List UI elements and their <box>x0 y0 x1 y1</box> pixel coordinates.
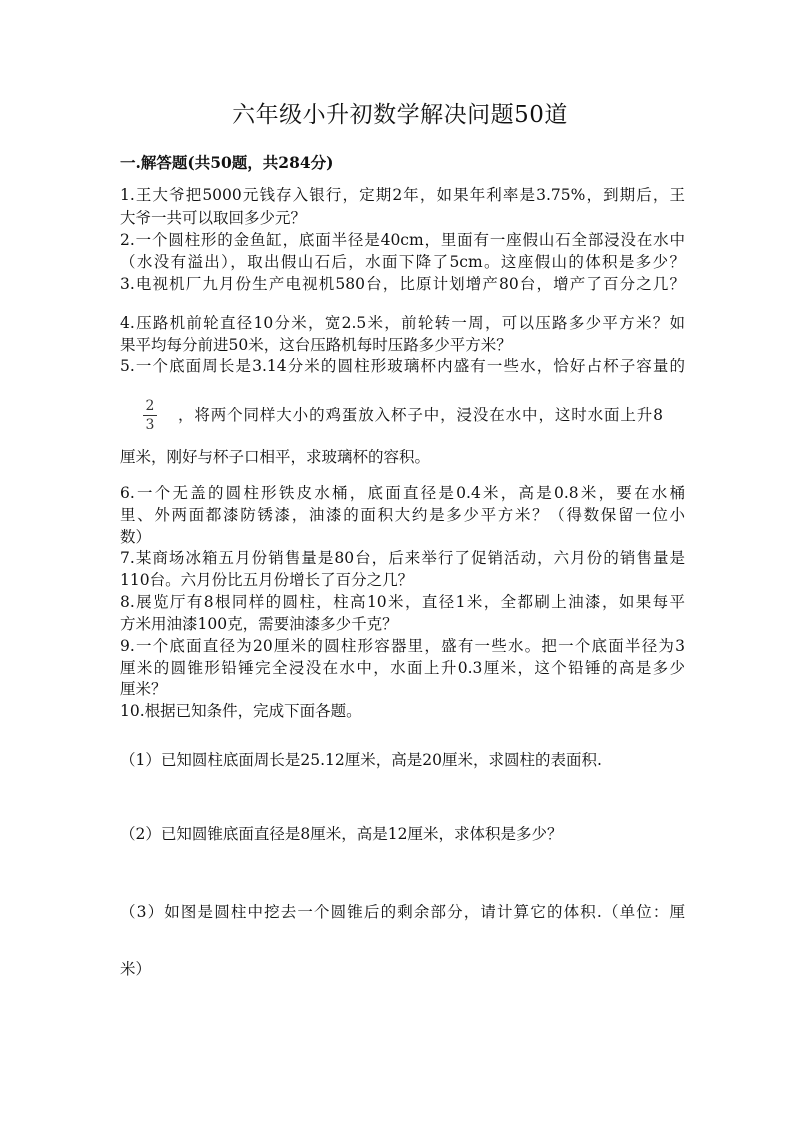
page-title: 六年级小升初数学解决问题50道 <box>232 102 568 128</box>
fraction-numerator: 2 <box>145 398 155 414</box>
fraction-denominator: 3 <box>145 417 155 433</box>
question-6-line-3: 数） <box>120 528 152 546</box>
fraction-two-thirds <box>143 398 157 433</box>
question-4-line-1: 4.压路机前轮直径10分米，宽2.5米，前轮转一周，可以压路多少平方米？如 <box>120 314 685 332</box>
question-3-line-1: 3.电视机厂九月份生产电视机580台，比原计划增产80台，增产了百分之几？ <box>120 275 685 293</box>
section-heading: 一.解答题(共50题，共284分) <box>120 153 334 172</box>
question-10-part-3-line-1: （3）如图是圆柱中挖去一个圆锥后的剩余部分，请计算它的体积.（单位：厘 <box>120 903 685 921</box>
question-10-part-2: （2）已知圆锥底面直径是8厘米，高是12厘米，求体积是多少？ <box>120 825 563 843</box>
question-10-part-1: （1）已知圆柱底面周长是25.12厘米，高是20厘米，求圆柱的表面积. <box>120 751 602 769</box>
question-1-line-2: 大爷一共可以取回多少元？ <box>120 209 307 227</box>
question-9-line-1: 9.一个底面直径为20厘米的圆柱形容器里，盛有一些水。把一个底面半径为3 <box>120 637 685 655</box>
question-10-line-1: 10.根据已知条件，完成下面各题。 <box>120 702 362 720</box>
question-5-line-3: 厘米，刚好与杯子口相平，求玻璃杯的容积。 <box>120 448 431 466</box>
question-4-line-2: 果平均每分前进50米，这台压路机每时压路多少平方米？ <box>120 336 512 354</box>
fraction-bar <box>143 415 157 416</box>
question-9-line-3: 厘米？ <box>120 680 167 698</box>
question-8-line-2: 方米用油漆100克，需要油漆多少千克？ <box>120 615 398 633</box>
question-10-part-3-line-2: 米） <box>120 960 152 978</box>
question-7-line-2: 110台。六月份比五月份增长了百分之几？ <box>120 571 414 589</box>
question-7-line-1: 7.某商场冰箱五月份销售量是80台，后来举行了促销活动，六月份的销售量是 <box>120 549 685 567</box>
question-6-line-2: 里、外两面都漆防锈漆，油漆的面积大约是多少平方米？（得数保留一位小 <box>120 506 685 524</box>
question-8-line-1: 8.展览厅有8根同样的圆柱，柱高10米，直径1米，全都刷上油漆，如果每平 <box>120 593 685 611</box>
question-5-line-2: ，将两个同样大小的鸡蛋放入杯子中，浸没在水中，这时水面上升8 <box>178 406 663 424</box>
question-9-line-2: 厘米的圆锥形铅锤完全浸没在水中，水面上升0.3厘米，这个铅锤的高是多少 <box>120 659 685 677</box>
question-1-line-1: 1.王大爷把5000元钱存入银行，定期2年，如果年利率是3.75%，到期后，王 <box>120 186 685 204</box>
question-5-line-1: 5.一个底面周长是3.14分米的圆柱形玻璃杯内盛有一些水，恰好占杯子容量的 <box>120 357 685 375</box>
question-2-line-1: 2.一个圆柱形的金鱼缸，底面半径是40cm，里面有一座假山石全部浸没在水中 <box>120 231 685 249</box>
question-6-line-1: 6.一个无盖的圆柱形铁皮水桶，底面直径是0.4米，高是0.8米，要在水桶 <box>120 484 685 502</box>
question-2-line-2: （水没有溢出），取出假山石后，水面下降了5cm。这座假山的体积是多少？ <box>120 253 685 271</box>
